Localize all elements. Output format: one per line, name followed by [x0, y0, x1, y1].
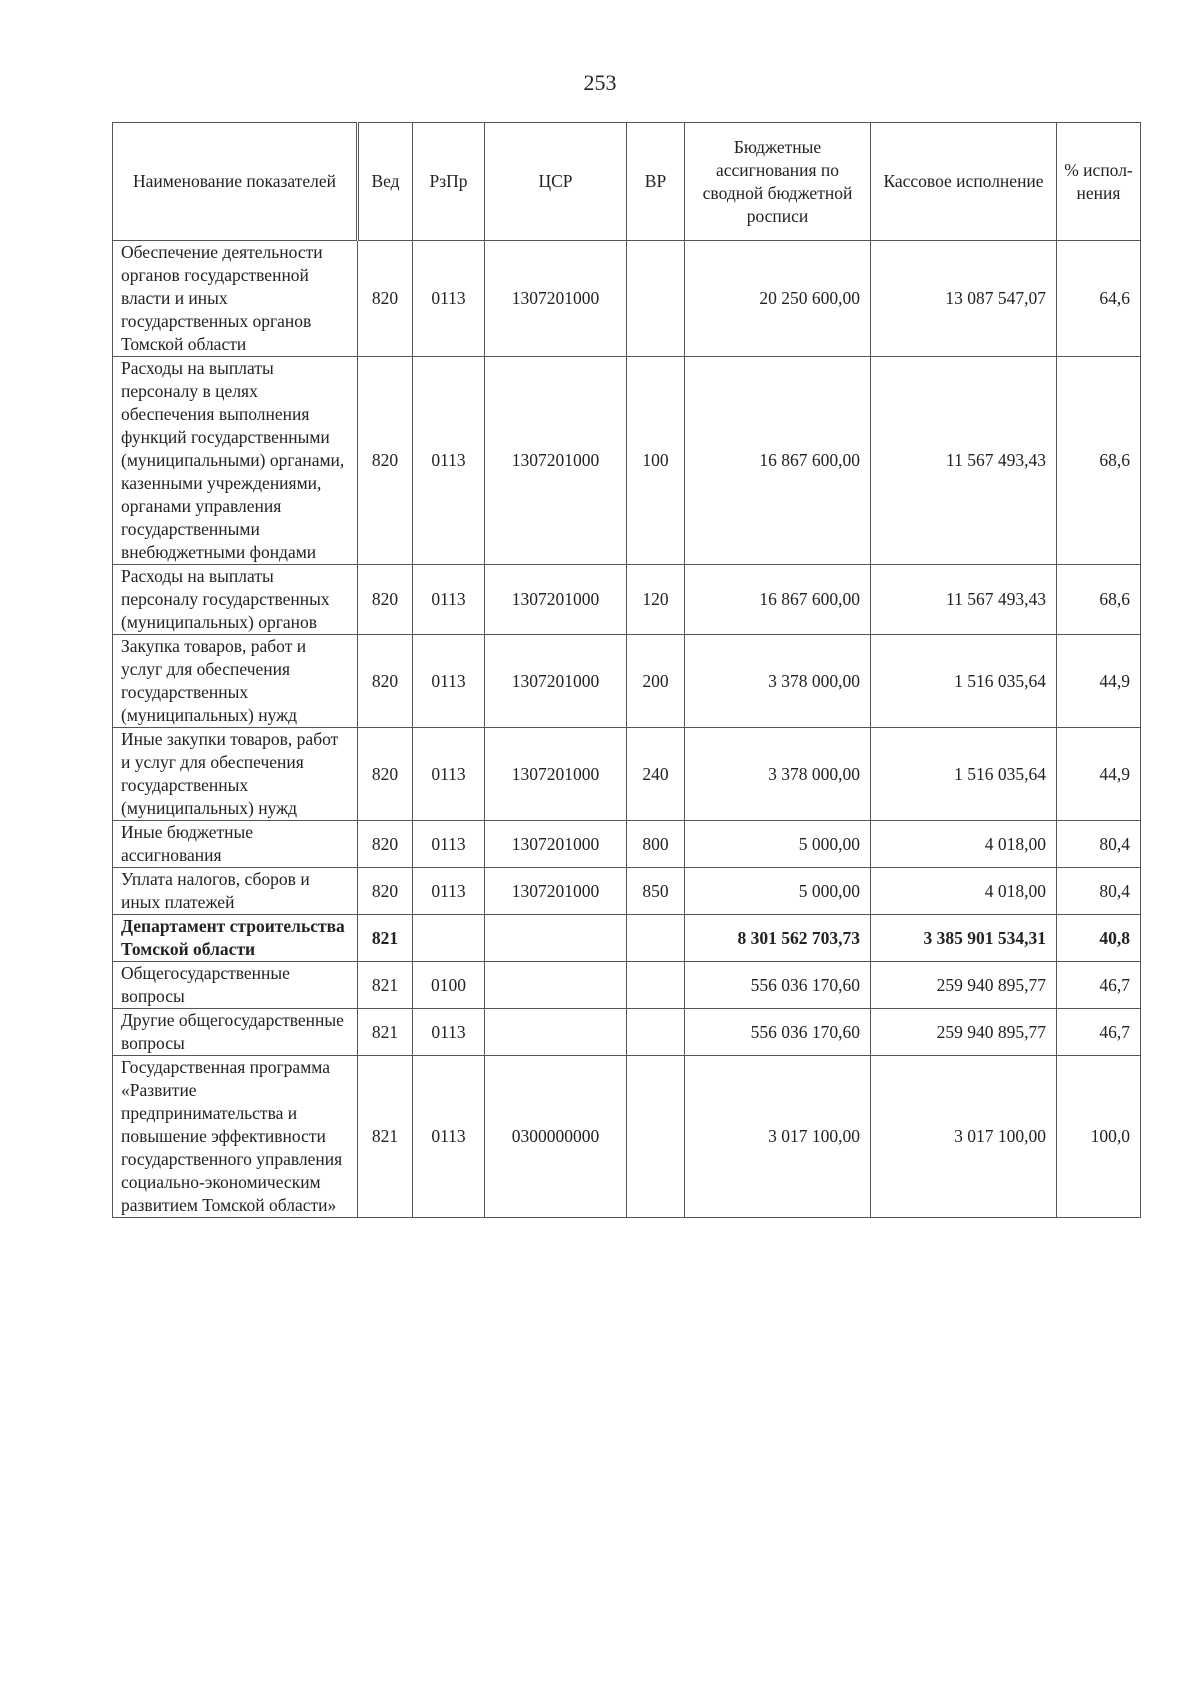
- row-fact: 11 567 493,43: [871, 565, 1057, 635]
- row-name: Расходы на выплаты персоналу в целях обеспечения выполнения функций государственными (муниципальными) органами, казенными учреждениями, органами управления государственными внебюджетными фондами: [113, 357, 358, 565]
- row-vr: 240: [627, 728, 685, 821]
- table-row: [113, 357, 1141, 565]
- row-vr: 850: [627, 868, 685, 915]
- row-ved: 821: [358, 915, 413, 962]
- row-rzpr: 0113: [413, 728, 485, 821]
- row-name: Расходы на выплаты персоналу государственных (муниципальных) органов: [113, 565, 358, 635]
- header-fact: Кассовое исполнение: [871, 123, 1057, 241]
- row-name: Закупка товаров, работ и услуг для обеспечения государственных (муниципальных) нужд: [113, 635, 358, 728]
- row-fact: 4 018,00: [871, 821, 1057, 868]
- header-name: Наименование показателей: [113, 123, 358, 241]
- row-fact: 3 385 901 534,31: [871, 915, 1057, 962]
- row-pct: 68,6: [1057, 565, 1141, 635]
- row-plan: 20 250 600,00: [685, 241, 871, 357]
- row-pct: 68,6: [1057, 357, 1141, 565]
- row-rzpr: 0113: [413, 565, 485, 635]
- row-ved: 820: [358, 868, 413, 915]
- row-vr: [627, 241, 685, 357]
- row-name: Государственная программа «Развитие предпринимательства и повышение эффективности государственного управления социально-экономическим развитием Томской области»: [113, 1056, 358, 1218]
- row-pct: 40,8: [1057, 915, 1141, 962]
- row-ved: 821: [358, 1009, 413, 1056]
- table-row: [113, 635, 1141, 728]
- row-pct: 80,4: [1057, 868, 1141, 915]
- page-number: 253: [583, 70, 617, 95]
- row-pct: 44,9: [1057, 635, 1141, 728]
- row-fact: 259 940 895,77: [871, 962, 1057, 1009]
- header-rzpr: РзПр: [413, 123, 485, 241]
- row-rzpr: 0113: [413, 635, 485, 728]
- table-row: [113, 1009, 1141, 1056]
- row-ved: 820: [358, 728, 413, 821]
- header-vr: ВР: [627, 123, 685, 241]
- row-fact: 4 018,00: [871, 868, 1057, 915]
- row-rzpr: 0113: [413, 241, 485, 357]
- row-pct: 64,6: [1057, 241, 1141, 357]
- table-row: [113, 962, 1141, 1009]
- row-name: Иные закупки товаров, работ и услуг для обеспечения государственных (муниципальных) нужд: [113, 728, 358, 821]
- row-pct: 80,4: [1057, 821, 1141, 868]
- row-vr: [627, 1009, 685, 1056]
- row-vr: 200: [627, 635, 685, 728]
- row-fact: 13 087 547,07: [871, 241, 1057, 357]
- row-rzpr: 0113: [413, 821, 485, 868]
- row-pct: 100,0: [1057, 1056, 1141, 1218]
- row-ved: 820: [358, 635, 413, 728]
- table-row: [113, 241, 1141, 357]
- row-rzpr: [413, 915, 485, 962]
- row-csr: 1307201000: [485, 357, 627, 565]
- header-ved: Вед: [358, 123, 413, 241]
- row-ved: 820: [358, 241, 413, 357]
- row-csr: 1307201000: [485, 868, 627, 915]
- row-name: Департамент строительства Томской области: [113, 915, 358, 962]
- row-ved: 821: [358, 962, 413, 1009]
- row-plan: 3 378 000,00: [685, 728, 871, 821]
- row-plan: 556 036 170,60: [685, 1009, 871, 1056]
- table-header-row: [113, 123, 1141, 241]
- table-row: [113, 565, 1141, 635]
- row-csr: 0300000000: [485, 1056, 627, 1218]
- row-plan: 3 378 000,00: [685, 635, 871, 728]
- row-rzpr: 0113: [413, 1056, 485, 1218]
- header-csr: ЦСР: [485, 123, 627, 241]
- row-rzpr: 0100: [413, 962, 485, 1009]
- row-vr: [627, 1056, 685, 1218]
- row-fact: 259 940 895,77: [871, 1009, 1057, 1056]
- header-plan: Бюджетные ассигнования по сводной бюджетной росписи: [685, 123, 871, 241]
- row-csr: 1307201000: [485, 565, 627, 635]
- row-plan: 16 867 600,00: [685, 565, 871, 635]
- table-row: [113, 1056, 1141, 1218]
- row-ved: 820: [358, 357, 413, 565]
- row-vr: [627, 915, 685, 962]
- row-name: Иные бюджетные ассигнования: [113, 821, 358, 868]
- row-csr: [485, 915, 627, 962]
- row-pct: 46,7: [1057, 962, 1141, 1009]
- table-row-department: [113, 915, 1141, 962]
- row-fact: 11 567 493,43: [871, 357, 1057, 565]
- row-csr: 1307201000: [485, 821, 627, 868]
- row-ved: 820: [358, 565, 413, 635]
- row-plan: 8 301 562 703,73: [685, 915, 871, 962]
- row-fact: 1 516 035,64: [871, 728, 1057, 821]
- row-pct: 44,9: [1057, 728, 1141, 821]
- row-name: Другие общегосударственные вопросы: [113, 1009, 358, 1056]
- row-plan: 5 000,00: [685, 868, 871, 915]
- row-name: Уплата налогов, сборов и иных платежей: [113, 868, 358, 915]
- row-plan: 16 867 600,00: [685, 357, 871, 565]
- table-row: [113, 868, 1141, 915]
- row-csr: [485, 1009, 627, 1056]
- row-fact: 3 017 100,00: [871, 1056, 1057, 1218]
- row-vr: 800: [627, 821, 685, 868]
- row-rzpr: 0113: [413, 868, 485, 915]
- header-pct: % испол-нения: [1057, 123, 1141, 241]
- row-rzpr: 0113: [413, 357, 485, 565]
- row-name: Общегосударственные вопросы: [113, 962, 358, 1009]
- row-name: Обеспечение деятельности органов государственной власти и иных государственных органов Томской области: [113, 241, 358, 357]
- row-vr: 120: [627, 565, 685, 635]
- row-rzpr: 0113: [413, 1009, 485, 1056]
- row-csr: 1307201000: [485, 728, 627, 821]
- row-plan: 556 036 170,60: [685, 962, 871, 1009]
- row-vr: 100: [627, 357, 685, 565]
- table-row: [113, 821, 1141, 868]
- row-fact: 1 516 035,64: [871, 635, 1057, 728]
- budget-execution-table: [112, 122, 1141, 1218]
- row-ved: 820: [358, 821, 413, 868]
- row-csr: [485, 962, 627, 1009]
- table-row: [113, 728, 1141, 821]
- row-csr: 1307201000: [485, 635, 627, 728]
- row-pct: 46,7: [1057, 1009, 1141, 1056]
- row-csr: 1307201000: [485, 241, 627, 357]
- row-plan: 5 000,00: [685, 821, 871, 868]
- row-plan: 3 017 100,00: [685, 1056, 871, 1218]
- row-ved: 821: [358, 1056, 413, 1218]
- row-vr: [627, 962, 685, 1009]
